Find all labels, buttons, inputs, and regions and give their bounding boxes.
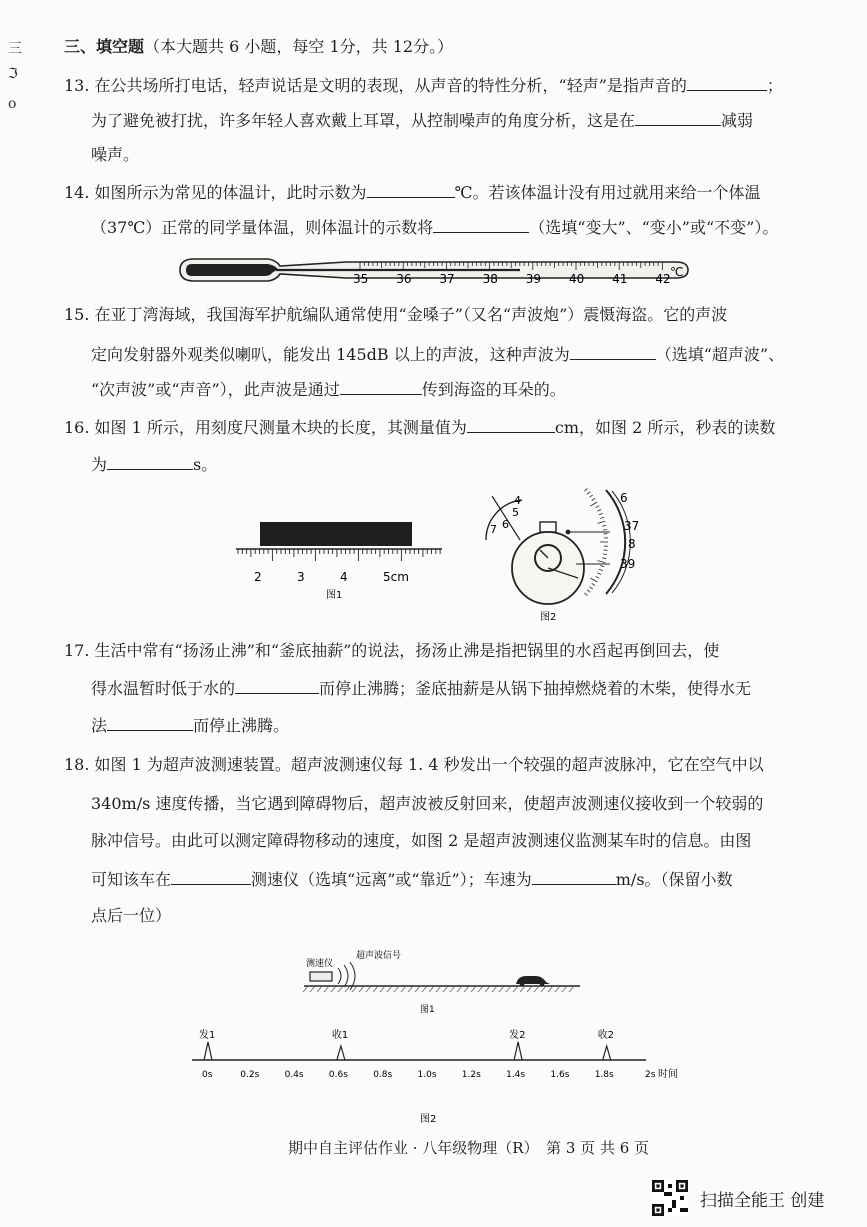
scanner-watermark: 扫描全能王 创建 [700, 1191, 825, 1211]
ground-hatch [303, 986, 574, 992]
wave-arc [338, 968, 341, 984]
margin-mark: ℑ [8, 66, 18, 82]
second-label: 39 [620, 557, 636, 571]
section-heading: 三、填空题 [64, 37, 145, 56]
time-tick-label: 0s [202, 1070, 213, 1080]
outer-scale [584, 488, 608, 595]
pulse-label: 发1 [199, 1030, 216, 1041]
hatch-line [506, 986, 511, 992]
page-footer: 期中自主评估作业 · 八年级物理（R） 第 3 页 共 6 页 [288, 1139, 650, 1157]
hatch-line [394, 986, 399, 992]
q13-line2 [91, 109, 753, 132]
pulse-labels [199, 1028, 614, 1041]
outer-tick [596, 506, 600, 508]
time-tick-label: 1.4s [506, 1070, 526, 1080]
q14-text: 14. 如图所示为常见的体温计，此时示数为 [64, 183, 367, 202]
thermometer-label: 35 [353, 272, 369, 286]
outer-tick [596, 577, 600, 579]
q18-line3: 脉冲信号。由此可以测定障碍物移动的速度，如图 2 是超声波测速仪监测某车时的信息。由图 [91, 831, 752, 850]
q17-line3 [91, 714, 289, 737]
q15-line2 [91, 343, 784, 366]
outer-tick [598, 561, 606, 563]
figure-caption: 图2 [540, 612, 557, 623]
stopwatch-outer-arc [606, 490, 625, 594]
ruler-labels [254, 570, 409, 584]
ruler-label: 5cm [383, 570, 409, 584]
time-axis-label: 时间 [658, 1069, 678, 1080]
q13-text: ； [766, 76, 783, 95]
thermometer-figure [176, 252, 696, 288]
figure-caption: 图1 [420, 1005, 435, 1015]
thermometer-label: 38 [482, 272, 498, 286]
outer-tick [602, 558, 606, 559]
q15-text: “次声波”或“声音”），此声波是通过 [91, 380, 340, 399]
outer-tick [602, 525, 606, 526]
hatch-line [331, 986, 336, 992]
thermometer-label: 39 [525, 272, 542, 286]
hatch-line [527, 986, 532, 992]
section-title [64, 34, 453, 57]
thermometer-label: 36 [396, 272, 412, 286]
q15-line3 [91, 378, 566, 401]
q14-line1 [64, 181, 760, 204]
q17-text: 而停止沸腾。 [193, 716, 290, 735]
q16-line2 [91, 453, 217, 476]
hatch-line [429, 986, 434, 992]
q17-text: 而停止沸腾；釜底抽薪是从锅下抽掉燃烧着的木柴，使得水无 [319, 679, 752, 698]
thermometer-label: 40 [569, 272, 585, 286]
q13-line1 [64, 74, 783, 97]
q14-text: （37℃）正常的同学量体温，则体温计的示数将 [91, 218, 434, 237]
time-tick-label: 1.0s [417, 1070, 437, 1080]
hatch-line [464, 986, 469, 992]
hatch-line [401, 986, 406, 992]
q18-line4 [91, 868, 733, 891]
minute-label: 5 [512, 506, 519, 519]
hatch-line [548, 986, 553, 992]
second-label: 6 [620, 491, 628, 505]
outer-tick [592, 583, 595, 585]
q18-text: 可知该车在 [91, 870, 172, 889]
time-tick-label: 1.6s [550, 1070, 570, 1080]
outer-tick [599, 513, 603, 514]
time-tick-label: 0.2s [240, 1070, 260, 1080]
speed-meter [310, 972, 332, 981]
answer-blank[interactable] [433, 216, 529, 233]
outer-tick [589, 587, 592, 589]
hatch-line [555, 986, 560, 992]
hatch-line [408, 986, 413, 992]
answer-blank[interactable] [687, 74, 767, 91]
hatch-line [380, 986, 385, 992]
time-tick-label: 0.4s [284, 1070, 304, 1080]
minute-label: 7 [490, 523, 497, 536]
pulse-mark [337, 1046, 345, 1060]
pulse-mark [603, 1046, 611, 1060]
q16-text: 为 [91, 455, 108, 474]
q13-line3: 噪声。 [91, 145, 140, 164]
outer-tick [584, 593, 587, 596]
answer-blank[interactable] [107, 714, 193, 731]
outer-tick [597, 509, 601, 511]
q15-line1: 15. 在亚丁湾海域，我国海军护航编队通常使用“金嗓子”（又名“声波炮”）震慑海盗。它的声波 [64, 305, 728, 324]
hatch-line [450, 986, 455, 992]
q14-text: （选填“变大”、“变小”或“不变”）。 [529, 218, 779, 237]
q13-text: 为了避免被打扰，许多年轻人喜欢戴上耳罩，从控制噪声的角度分析，这是在 [91, 111, 636, 130]
second-label: 8 [628, 537, 636, 551]
outer-tick [603, 554, 607, 555]
q16-text: 16. 如图 1 所示，用刻度尺测量木块的长度，其测量值为 [64, 418, 467, 437]
time-tick-label: 2s [645, 1070, 656, 1080]
ruler-label: 2 [254, 570, 262, 584]
car-wheel [540, 982, 545, 987]
hatch-line [366, 986, 371, 992]
device-label: 测速仪 [306, 959, 334, 969]
pulse-mark [514, 1042, 522, 1060]
outer-tick [584, 488, 587, 491]
q18-line1: 18. 如图 1 为超声波测速装置。超声波测速仪每 1. 4 秒发出一个较强的超声波脉冲，它在空气中以 [64, 755, 764, 774]
q17-text: 得水温暂时低于水的 [91, 679, 236, 698]
thermometer-unit: ℃ [670, 265, 684, 279]
q15-text: 定向发射器外观类似喇叭，能发出 145dB 以上的声波，这种声波为 [91, 345, 570, 364]
q13-text: 13. 在公共场所打电话，轻声说话是文明的表现，从声音的特性分析，“轻声”是指声音的 [64, 76, 687, 95]
hatch-line [478, 986, 483, 992]
outer-tick [589, 495, 592, 497]
q16-line1 [64, 416, 775, 439]
hatch-line [513, 986, 518, 992]
answer-blank[interactable] [171, 868, 251, 885]
margin-mark: o [8, 96, 17, 112]
q16-text: s。 [193, 455, 218, 474]
answer-blank[interactable] [235, 677, 319, 694]
speed-device-figure [300, 946, 584, 1016]
thermometer-bulb [186, 264, 278, 276]
pulse-label: 收1 [331, 1030, 349, 1041]
q18-text: m/s。（保留小数 [615, 870, 733, 889]
time-tick-label: 1.8s [594, 1070, 614, 1080]
pulse-label: 收2 [597, 1030, 615, 1041]
pulse-mark [204, 1042, 212, 1060]
ruler-figure [232, 518, 446, 602]
answer-blank[interactable] [467, 416, 555, 433]
q14-line2 [91, 216, 778, 239]
outer-tick [590, 578, 597, 582]
q13-text: 减弱 [721, 111, 754, 130]
time-tick-label: 0.8s [373, 1070, 393, 1080]
hatch-line [303, 986, 308, 992]
thermometer-label: 41 [612, 272, 628, 286]
hatch-line [324, 986, 329, 992]
answer-blank[interactable] [367, 181, 455, 198]
hatch-line [499, 986, 504, 992]
car-wheel [520, 982, 525, 987]
hatch-line [457, 986, 462, 992]
answer-blank[interactable] [340, 378, 422, 395]
outer-tick [598, 521, 606, 523]
wooden-block [260, 522, 412, 546]
pointer-dot [566, 530, 571, 535]
hatch-line [422, 986, 427, 992]
ruler-scale [238, 549, 440, 561]
minute-label: 6 [502, 518, 509, 531]
time-tick-label: 1.2s [461, 1070, 481, 1080]
hatch-line [569, 986, 574, 992]
outer-tick [597, 573, 601, 575]
hatch-line [471, 986, 476, 992]
q15-text: （选填“超声波”、 [655, 345, 785, 364]
hatch-line [534, 986, 539, 992]
hatch-line [359, 986, 364, 992]
hatch-line [345, 986, 350, 992]
section-subtitle: （本大题共 6 小题，每空 1分，共 12分。） [144, 37, 454, 56]
second-label: 37 [624, 519, 640, 533]
stopwatch-crown [540, 522, 556, 532]
outer-tick [603, 529, 607, 530]
hatch-line [485, 986, 490, 992]
time-tick-labels [202, 1070, 656, 1080]
ruler-label: 4 [340, 570, 348, 584]
hatch-line [541, 986, 546, 992]
qr-code-icon [652, 1180, 688, 1216]
q18-line2: 340m/s 速度传播，当它遇到障碍物后，超声波被反射回来，使超声波测速仪接收到一个较弱的 [91, 794, 764, 813]
q14-text: ℃。若该体温计没有用过就用来给一个体温 [454, 183, 761, 202]
q16-text: cm，如图 2 所示，秒表的读数 [554, 418, 776, 437]
outer-tick [600, 565, 604, 566]
thermometer-label: 37 [439, 272, 455, 286]
hatch-line [436, 986, 441, 992]
hatch-line [352, 986, 357, 992]
stopwatch-figure [478, 486, 648, 624]
answer-blank[interactable] [107, 453, 193, 470]
ruler-label: 3 [297, 570, 305, 584]
answer-blank[interactable] [532, 868, 616, 885]
hatch-line [415, 986, 420, 992]
thermometer-label: 42 [655, 272, 671, 286]
hatch-line [443, 986, 448, 992]
hatch-line [310, 986, 315, 992]
hatch-line [317, 986, 322, 992]
pulse-label: 发2 [509, 1030, 526, 1041]
outer-tick [587, 590, 590, 593]
margin-mark: 三 [8, 41, 22, 57]
answer-blank[interactable] [570, 343, 656, 360]
time-tick-label: 0.6s [328, 1070, 348, 1080]
wave-arc [344, 965, 348, 987]
q18-line5: 点后一位） [91, 906, 172, 925]
hatch-line [562, 986, 567, 992]
hatch-line [520, 986, 525, 992]
outer-tick [600, 517, 604, 518]
q17-text: 法 [91, 716, 108, 735]
pulse-timeline-figure [188, 1022, 698, 1128]
figure-caption: 图2 [420, 1114, 437, 1125]
outer-tick [587, 492, 590, 495]
hatch-line [373, 986, 378, 992]
outer-tick [599, 569, 603, 570]
figure-caption: 图1 [326, 590, 343, 601]
signal-label: 超声波信号 [356, 951, 402, 961]
minute-label: 4 [514, 494, 521, 507]
hatch-line [387, 986, 392, 992]
q15-text: 传到海盗的耳朵的。 [421, 380, 566, 399]
outer-tick [590, 502, 597, 506]
hatch-line [492, 986, 497, 992]
q17-line1: 17. 生活中常有“扬汤止沸”和“釜底抽薪”的说法，扬汤止沸是指把锅里的水舀起再倒回去，使 [64, 641, 720, 660]
q18-text: 测速仪（选填“远离”或“靠近”）；车速为 [251, 870, 532, 889]
q17-line2 [91, 677, 751, 700]
outer-tick [592, 498, 595, 500]
answer-blank[interactable] [635, 109, 721, 126]
pulses [204, 1042, 611, 1060]
hatch-line [338, 986, 343, 992]
